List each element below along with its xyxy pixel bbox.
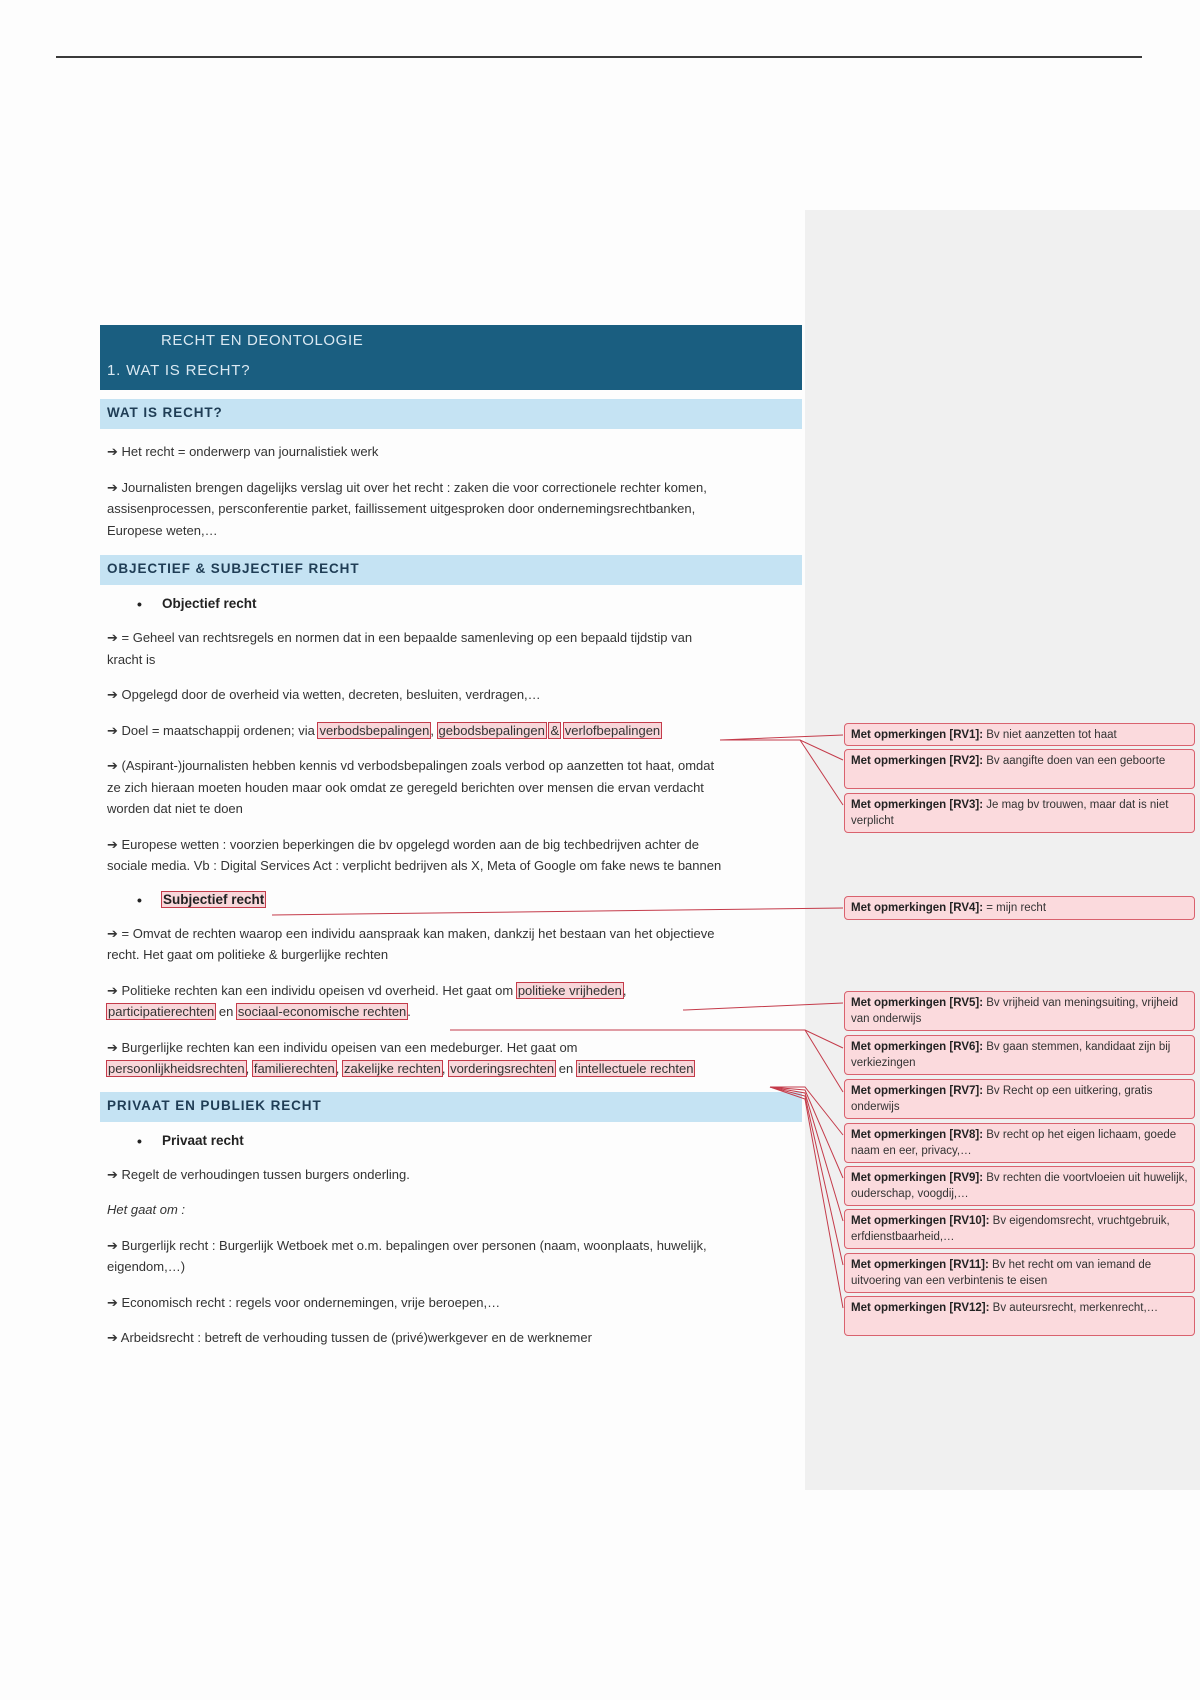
comment-rv10[interactable]: Met opmerkingen [RV10]: Bv eigendomsrecht, vruchtgebruik, erfdienstbaarheid,…: [844, 1209, 1195, 1249]
comment-anchor-rv11[interactable]: vorderingsrechten: [450, 1061, 555, 1076]
comment-rv7[interactable]: Met opmerkingen [RV7]: Bv Recht op een uitkering, gratis onderwijs: [844, 1079, 1195, 1119]
comment-rv3[interactable]: Met opmerkingen [RV3]: Je mag bv trouwen, maar dat is niet verplicht: [844, 793, 1195, 833]
bullet-subjectief-recht: • Subjectief recht: [137, 891, 265, 908]
bullet-objectief-recht: • Objectief recht: [137, 596, 257, 612]
section-heading-privaat-publiek: PRIVAAT EN PUBLIEK RECHT: [100, 1092, 802, 1122]
paragraph: Het gaat om :: [107, 1202, 186, 1217]
paragraph: ➔ Doel = maatschappij ordenen; via verbodsbepalingen, gebodsbepalingen & verlofbepalingen: [107, 722, 661, 738]
comment-anchor-rv1[interactable]: verbodsbepalingen: [319, 722, 430, 738]
paragraph: ➔ Europese wetten : voorzien beperkingen die bv opgelegd worden aan de big techbedrijven achter de sociale media. Vb : Digital Services Act : verplicht bedrijven als X, Meta of Google om fake news te bannen: [107, 836, 722, 873]
comment-anchor-rv2[interactable]: gebodsbepalingen: [438, 722, 545, 738]
paragraph: ➔ Het recht = onderwerp van journalistiek werk: [107, 444, 379, 459]
paragraph: ➔ Journalisten brengen dagelijks verslag uit over het recht : zaken die voor correctionele rechter komen, assisenprocessen, persconferentie parket, faillissement uitgesproken door ondernemingsrechtbanken, Europese weten,…: [107, 479, 707, 538]
comment-anchor-rv8[interactable]: persoonlijkheidsrechten: [108, 1061, 245, 1076]
comment-rv11[interactable]: Met opmerkingen [RV11]: Bv het recht om van iemand de uitvoering van een verbintenis te eisen: [844, 1253, 1195, 1293]
comment-anchor-rv4[interactable]: Subjectief recht: [163, 891, 265, 907]
comment-anchor-rv9[interactable]: familierechten: [253, 1061, 335, 1076]
paragraph: ➔ Economisch recht : regels voor ondernemingen, vrije beroepen,…: [107, 1294, 501, 1310]
comment-rv9[interactable]: Met opmerkingen [RV9]: Bv rechten die voortvloeien uit huwelijk, ouderschap, voogdij,…: [844, 1166, 1195, 1206]
paragraph: ➔ = Geheel van rechtsregels en normen dat in een bepaalde samenleving op een bepaald tijdstip van kracht is: [107, 630, 693, 667]
paragraph: ➔ = Omvat de rechten waarop een individu aanspraak kan maken, dankzij het bestaan van het objectieve recht. Het gaat om politieke & burgerlijke rechten: [107, 925, 715, 962]
paragraph: ➔ Politieke rechten kan een individu opeisen vd overheid. Het gaat om politieke vrijheden, participatierechten en sociaal-economische rechten.: [107, 982, 627, 1019]
comment-rv12[interactable]: Met opmerkingen [RV12]: Bv auteursrecht, merkenrecht,…: [844, 1296, 1195, 1336]
paragraph: ➔ Burgerlijk recht : Burgerlijk Wetboek met o.m. bepalingen over personen (naam, woonplaats, huwelijk, eigendom,…): [107, 1237, 707, 1274]
comment-rv5[interactable]: Met opmerkingen [RV5]: Bv vrijheid van meningsuiting, vrijheid van onderwijs: [844, 991, 1195, 1031]
title-bar: [100, 325, 802, 390]
comment-anchor-rv12[interactable]: intellectuele rechten: [577, 1061, 694, 1076]
comment-anchor-rv6[interactable]: participatierechten: [108, 1004, 215, 1019]
comment-anchor-rv7[interactable]: sociaal-economische rechten: [237, 1004, 407, 1019]
comment-rv6[interactable]: Met opmerkingen [RV6]: Bv gaan stemmen, kandidaat zijn bij verkiezingen: [844, 1035, 1195, 1075]
paragraph: ➔ Opgelegd door de overheid via wetten, decreten, besluiten, verdragen,…: [107, 687, 541, 702]
document-title: RECHT EN DEONTOLOGIE: [161, 332, 364, 349]
comment-rv8[interactable]: Met opmerkingen [RV8]: Bv recht op het eigen lichaam, goede naam en eer, privacy,…: [844, 1123, 1195, 1163]
comment-rv4[interactable]: Met opmerkingen [RV4]: = mijn recht: [844, 896, 1195, 920]
bullet-privaat-recht: • Privaat recht: [137, 1132, 244, 1149]
comment-anchor-rv3[interactable]: verlofbepalingen: [564, 722, 661, 738]
paragraph: ➔ Arbeidsrecht : betreft de verhouding tussen de (privé)werkgever en de werknemer: [107, 1330, 592, 1345]
comment-anchor-rv5[interactable]: politieke vrijheden: [517, 982, 622, 998]
comment-rv2[interactable]: Met opmerkingen [RV2]: Bv aangifte doen van een geboorte: [844, 749, 1195, 789]
comment-anchor-rv10[interactable]: zakelijke rechten: [344, 1061, 441, 1076]
page-top-rule: [56, 56, 1142, 58]
paragraph: ➔ (Aspirant-)journalisten hebben kennis vd verbodsbepalingen zoals verbod op aanzetten tot haat, omdat ze zich hieraan moeten houden maar ook omdat ze geregeld berichten over mensen die ervan verdacht worden dat niet te doen: [107, 758, 715, 816]
paragraph: ➔ Burgerlijke rechten kan een individu opeisen van een medeburger. Het gaat om persoonlijkheidsrechten, familierechten, zakelijke rechten, vorderingsrechten en intellectuele rechten: [107, 1039, 694, 1076]
section-heading-wat-is-recht: WAT IS RECHT?: [100, 399, 802, 429]
paragraph: ➔ Regelt de verhoudingen tussen burgers onderling.: [107, 1166, 410, 1182]
highlight-ampersand: &: [550, 722, 560, 738]
comment-rv1[interactable]: Met opmerkingen [RV1]: Bv niet aanzetten tot haat: [844, 723, 1195, 746]
chapter-title: 1. WAT IS RECHT?: [107, 362, 251, 379]
document-body: [100, 325, 802, 1349]
section-heading-objectief-subjectief: OBJECTIEF & SUBJECTIEF RECHT: [100, 555, 802, 585]
